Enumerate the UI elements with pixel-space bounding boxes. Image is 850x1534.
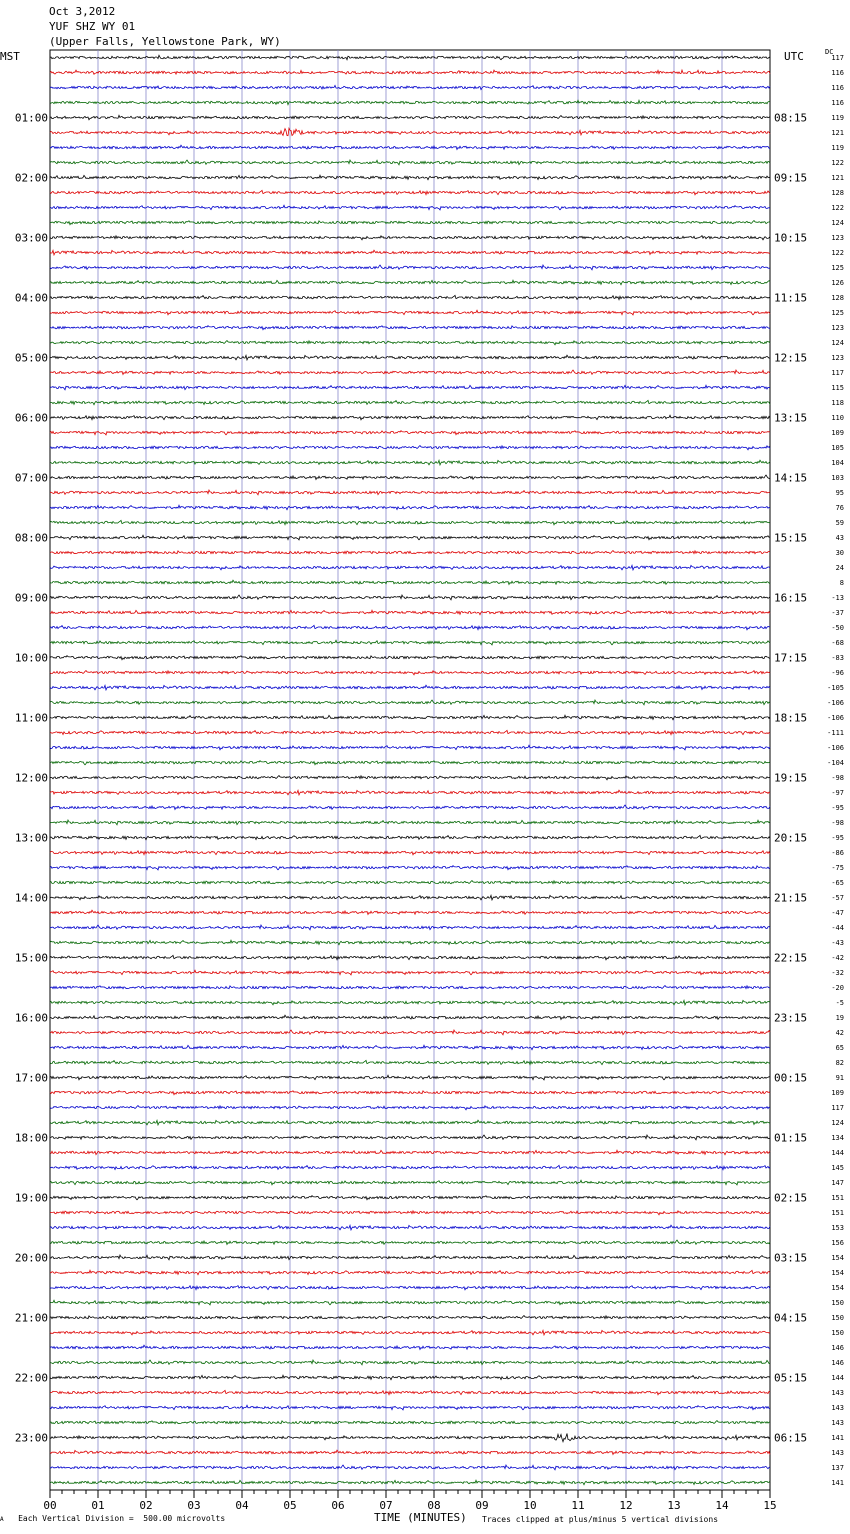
mst-hour-label: 06:00 [14,411,48,425]
dc-offset-label: 116 [831,99,844,107]
x-tick-label: 08 [427,1499,441,1512]
seismic-trace [50,910,770,914]
seismic-trace [50,128,770,135]
dc-offset-label: -95 [831,804,844,812]
seismic-trace [50,460,770,465]
dc-offset-label: 122 [831,159,844,167]
seismic-trace [50,341,770,345]
dc-offset-label: -5 [835,999,844,1007]
seismic-trace [50,1375,770,1379]
seismic-trace [50,551,770,554]
dc-offset-label: 124 [831,339,844,347]
dc-offset-label: 143 [831,1419,844,1427]
seismic-trace [50,1360,770,1365]
x-tick-label: 05 [283,1499,297,1512]
dc-offset-label: 115 [831,384,844,392]
dc-offset-label: -50 [831,624,844,632]
station-label: YUF SHZ WY 01 [49,20,136,33]
dc-offset-label: 123 [831,354,844,362]
dc-offset-label: -75 [831,864,844,872]
utc-hour-label: 19:15 [774,771,808,785]
dc-offset-label: 119 [831,114,844,122]
dc-offset-label: -95 [831,834,844,842]
seismic-trace [50,625,770,629]
dc-offset-label: -42 [831,954,844,962]
seismic-trace [50,730,770,734]
x-tick-label: 02 [139,1499,153,1512]
seismic-trace [50,370,770,374]
seismic-trace [50,505,770,509]
dc-offset-label: 144 [831,1149,844,1157]
seismic-trace [50,1196,770,1200]
mst-hour-label: 14:00 [14,891,48,905]
dc-offset-label: -97 [831,789,844,797]
seismic-trace [50,85,770,89]
dc-offset-label: -106 [827,699,844,707]
seismic-trace [50,1225,770,1230]
seismic-trace [50,1480,770,1484]
utc-hour-label: 15:15 [774,531,808,545]
seismic-trace [50,295,770,299]
dc-offset-label: 154 [831,1284,844,1292]
x-axis-title: TIME (MINUTES) [374,1511,467,1524]
seismic-trace [50,1015,770,1019]
seismic-trace [50,640,770,645]
utc-hour-label: 22:15 [774,951,808,965]
dc-offset-label: 8 [839,579,844,587]
seismic-trace [50,1390,770,1394]
dc-offset-label: -98 [831,819,844,827]
dc-offset-label: 146 [831,1344,844,1352]
dc-offset-label: 141 [831,1434,844,1442]
x-tick-label: 07 [379,1499,393,1512]
dc-offset-label: 123 [831,324,844,332]
seismic-trace [50,446,770,450]
seismic-trace [50,1465,770,1470]
mst-hour-label: 16:00 [14,1011,48,1025]
seismic-trace [50,790,770,795]
utc-axis-title: UTC [784,50,804,63]
scale-text: Each Vertical Division = 500.00 microvolts [18,1514,226,1523]
seismic-trace [50,1180,770,1185]
seismic-trace [50,1345,770,1349]
seismic-trace [50,355,770,360]
dc-offset-label: 128 [831,294,844,302]
seismic-trace [50,175,770,179]
dc-offset-label: -106 [827,744,844,752]
seismic-trace [50,475,770,479]
utc-hour-label: 03:15 [774,1251,808,1265]
seismic-trace [50,1120,770,1125]
x-tick-label: 00 [43,1499,57,1512]
dc-offset-label: -111 [827,729,844,737]
seismic-trace [50,671,770,675]
utc-hour-label: 20:15 [774,831,808,845]
seismic-trace [50,970,770,975]
seismic-trace [50,520,770,524]
x-tick-label: 09 [475,1499,489,1512]
x-tick-label: 14 [715,1499,729,1512]
seismic-trace [50,70,770,74]
dc-offset-label: 121 [831,129,844,137]
seismic-trace [50,940,770,944]
mst-hour-label: 07:00 [14,471,48,485]
dc-offset-label: -96 [831,669,844,677]
dc-offset-label: 91 [835,1074,844,1082]
dc-offset-label: 117 [831,54,844,62]
utc-hour-label: 21:15 [774,891,808,905]
seismic-trace [50,431,770,435]
dc-offset-label: 154 [831,1269,844,1277]
utc-hour-label: 18:15 [774,711,808,725]
footer-mark: A [0,1516,4,1523]
dc-offset-label: 137 [831,1464,844,1472]
dc-offset-label: 109 [831,1089,844,1097]
seismic-trace [50,580,770,584]
seismic-trace [50,1045,770,1049]
mst-hour-label: 21:00 [14,1311,48,1325]
seismic-trace [50,1075,770,1080]
location-label: (Upper Falls, Yellowstone Park, WY) [49,35,281,48]
mst-hour-label: 09:00 [14,591,48,605]
dc-offset-label: 117 [831,369,844,377]
dc-offset-label: 147 [831,1179,844,1187]
dc-offset-label: 124 [831,219,844,227]
dc-offset-label: 119 [831,144,844,152]
seismic-trace [50,610,770,614]
seismic-trace [50,1240,770,1244]
seismic-trace [50,160,770,165]
seismic-trace [50,925,770,930]
dc-offset-label: 128 [831,189,844,197]
x-tick-label: 11 [571,1499,585,1512]
seismic-trace [50,1330,770,1335]
dc-offset-label: 30 [835,549,844,557]
dc-offset-label: -32 [831,969,844,977]
dc-offset-label: 151 [831,1209,844,1217]
dc-offset-label: -86 [831,849,844,857]
dc-offset-label: -105 [827,684,844,692]
dc-offset-label: 82 [835,1059,844,1067]
seismic-trace [50,415,770,420]
seismic-trace [50,1211,770,1215]
seismic-trace [50,326,770,330]
mst-hour-label: 20:00 [14,1251,48,1265]
dc-offset-label: 19 [835,1014,844,1022]
seismic-trace [50,1316,770,1319]
dc-offset-label: 125 [831,264,844,272]
dc-offset-label: 126 [831,279,844,287]
seismic-trace [50,1106,770,1110]
dc-offset-label: 144 [831,1374,844,1382]
utc-hour-label: 08:15 [774,111,808,125]
mst-hour-label: 18:00 [14,1131,48,1145]
seismic-trace [50,250,770,255]
seismic-trace [50,1030,770,1035]
mst-hour-label: 04:00 [14,291,48,305]
mst-hour-label: 02:00 [14,171,48,185]
seismic-trace [50,100,770,104]
seismic-trace [50,1421,770,1424]
x-tick-label: 03 [187,1499,201,1512]
mst-hour-label: 13:00 [14,831,48,845]
seismic-trace [50,1450,770,1454]
dc-offset-label: 125 [831,309,844,317]
mst-axis-title: MST [0,50,20,63]
seismic-trace [50,1165,770,1169]
seismic-trace [50,850,770,855]
seismic-trace [50,986,770,989]
x-tick-label: 04 [235,1499,249,1512]
dc-offset-label: 42 [835,1029,844,1037]
seismic-trace [50,490,770,495]
utc-hour-label: 11:15 [774,291,808,305]
x-tick-label: 13 [667,1499,681,1512]
dc-offset-label: -57 [831,894,844,902]
seismic-trace [50,1300,770,1305]
scale-note [0,1514,225,1523]
seismic-trace [50,866,770,870]
seismic-trace [50,55,770,59]
utc-hour-label: 02:15 [774,1191,808,1205]
utc-hour-label: 17:15 [774,651,808,665]
dc-offset-label: 124 [831,1119,844,1127]
dc-offset-label: 105 [831,444,844,452]
utc-hour-label: 06:15 [774,1431,808,1445]
dc-offset-label: 123 [831,234,844,242]
dc-offset-label: -104 [827,759,844,767]
seismic-trace [50,835,770,839]
utc-hour-label: 12:15 [774,351,808,365]
seismic-trace [50,265,770,270]
seismic-trace [50,310,770,315]
dc-offset-label: 153 [831,1224,844,1232]
mst-hour-label: 15:00 [14,951,48,965]
utc-hour-label: 09:15 [774,171,808,185]
dc-offset-label: 76 [835,504,844,512]
x-tick-label: 15 [763,1499,777,1512]
seismic-trace [50,1000,770,1005]
seismic-trace [50,385,770,390]
mst-hour-label: 11:00 [14,711,48,725]
dc-offset-label: 104 [831,459,844,467]
seismic-trace [50,221,770,225]
dc-offset-label: -44 [831,924,844,932]
seismic-trace [50,1434,770,1442]
seismic-trace [50,535,770,540]
x-tick-label: 12 [619,1499,633,1512]
dc-offset-label: 118 [831,399,844,407]
dc-offset-label: -68 [831,639,844,647]
mst-hour-label: 01:00 [14,111,48,125]
dc-offset-label: 141 [831,1479,844,1487]
dc-offset-label: 116 [831,69,844,77]
dc-offset-label: 134 [831,1134,844,1142]
dc-offset-label: 59 [835,519,844,527]
seismic-trace [50,656,770,660]
utc-hour-label: 10:15 [774,231,808,245]
clip-note: Traces clipped at plus/minus 5 vertical divisions [482,1515,719,1524]
seismic-trace [50,1150,770,1154]
mst-hour-label: 19:00 [14,1191,48,1205]
dc-offset-label: 95 [835,489,844,497]
seismic-trace [50,400,770,404]
seismic-trace [50,115,770,120]
dc-offset-label: -98 [831,774,844,782]
seismic-trace [50,761,770,765]
dc-offset-label: -106 [827,714,844,722]
dc-offset-label: -47 [831,909,844,917]
dc-offset-label: 143 [831,1449,844,1457]
dc-offset-label: 151 [831,1194,844,1202]
dc-offset-label: 116 [831,84,844,92]
mst-hour-label: 03:00 [14,231,48,245]
mst-hour-label: 05:00 [14,351,48,365]
dc-offset-label: 150 [831,1314,844,1322]
dc-offset-label: 65 [835,1044,844,1052]
seismic-trace [50,820,770,825]
dc-offset-label: 145 [831,1164,844,1172]
dc-offset-label: 150 [831,1329,844,1337]
utc-hour-label: 04:15 [774,1311,808,1325]
dc-offset-label: 117 [831,1104,844,1112]
seismic-trace [50,565,770,570]
seismic-trace [50,1091,770,1095]
seismic-trace [50,1135,770,1140]
mst-hour-label: 12:00 [14,771,48,785]
date-label: Oct 3,2012 [49,5,116,18]
dc-offset-label: 143 [831,1404,844,1412]
dc-offset-label: 150 [831,1299,844,1307]
seismic-trace [50,1255,770,1260]
dc-offset-label: 146 [831,1359,844,1367]
utc-hour-label: 16:15 [774,591,808,605]
seismic-trace [50,190,770,194]
seismic-trace [50,745,770,750]
dc-offset-label: 122 [831,204,844,212]
seismic-trace [50,205,770,210]
seismic-trace [50,881,770,884]
seismic-trace [50,776,770,780]
utc-hour-label: 14:15 [774,471,808,485]
dc-offset-label: -83 [831,654,844,662]
dc-offset-label: 24 [835,564,844,572]
dc-offset-label: 109 [831,429,844,437]
seismic-trace [50,1060,770,1064]
mst-hour-label: 10:00 [14,651,48,665]
dc-offset-label: 110 [831,414,844,422]
seismic-trace [50,280,770,284]
seismic-trace [50,236,770,240]
mst-hour-label: 22:00 [14,1371,48,1385]
utc-hour-label: 05:15 [774,1371,808,1385]
mst-hour-label: 08:00 [14,531,48,545]
utc-hour-label: 23:15 [774,1011,808,1025]
seismic-trace [50,145,770,149]
seismic-trace [50,685,770,690]
seismic-trace [50,805,770,809]
dc-offset-label: 154 [831,1254,844,1262]
dc-axis-title: DC [825,48,834,56]
dc-offset-label: -43 [831,939,844,947]
seismic-trace [50,595,770,600]
seismic-trace [50,1270,770,1274]
utc-hour-label: 13:15 [774,411,808,425]
dc-offset-label: 103 [831,474,844,482]
dc-offset-label: 156 [831,1239,844,1247]
mst-hour-label: 17:00 [14,1071,48,1085]
mst-hour-label: 23:00 [14,1431,48,1445]
utc-hour-label: 01:15 [774,1131,808,1145]
seismic-trace [50,1405,770,1410]
x-tick-label: 10 [523,1499,537,1512]
dc-offset-label: -65 [831,879,844,887]
utc-hour-label: 00:15 [774,1071,808,1085]
dc-offset-label: 43 [835,534,844,542]
dc-offset-label: -37 [831,609,844,617]
dc-offset-label: 122 [831,249,844,257]
seismic-trace [50,700,770,705]
seismic-trace [50,955,770,959]
dc-offset-label: 143 [831,1389,844,1397]
seismic-trace [50,715,770,719]
seismic-trace [50,1286,770,1290]
dc-offset-label: -20 [831,984,844,992]
x-tick-label: 06 [331,1499,345,1512]
x-tick-label: 01 [91,1499,105,1512]
dc-offset-label: 121 [831,174,844,182]
dc-offset-label: -13 [831,594,844,602]
seismic-trace [50,895,770,900]
